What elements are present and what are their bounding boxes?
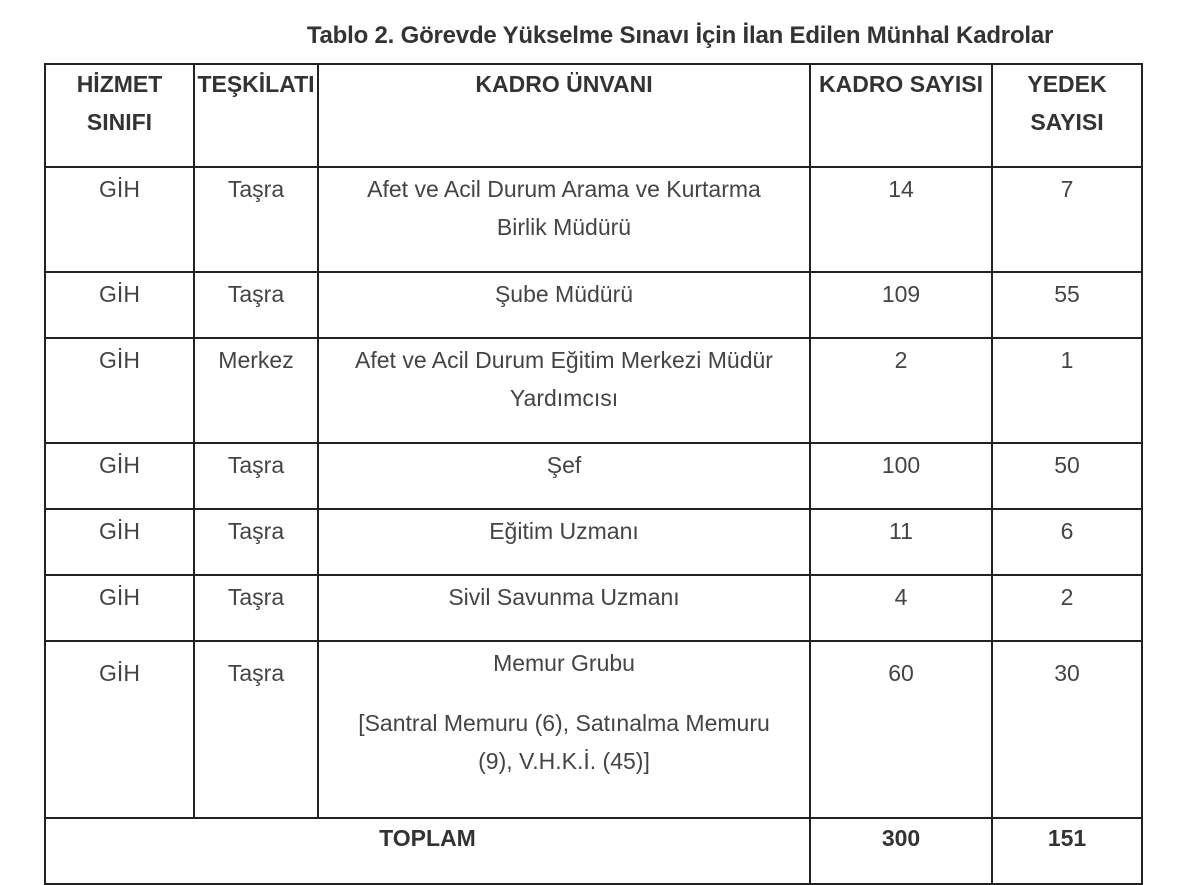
cell-teskilat: Taşra [194, 443, 318, 509]
cell-kadro-sayisi: 100 [810, 443, 992, 509]
table-row [45, 272, 1142, 338]
cell-hizmet-sinifi: GİH [45, 338, 194, 443]
cell-yedek-sayisi: 30 [992, 641, 1142, 818]
cell-kadro-unvani: Afet ve Acil Durum Eğitim Merkezi Müdür Yardımcısı [318, 338, 810, 443]
cell-yedek-sayisi: 1 [992, 338, 1142, 443]
total-label: TOPLAM [45, 818, 810, 884]
cell-teskilat: Taşra [194, 509, 318, 575]
memur-grubu-detail: [Santral Memuru (6), Satınalma Memuru (9), V.H.K.İ. (45)] [358, 710, 770, 774]
cell-hizmet-sinifi: GİH [45, 509, 194, 575]
munhal-kadrolar-table [44, 63, 1143, 885]
table-row [45, 443, 1142, 509]
cell-yedek-sayisi: 6 [992, 509, 1142, 575]
cell-kadro-unvani: Sivil Savunma Uzmanı [318, 575, 810, 641]
cell-kadro-sayisi: 2 [810, 338, 992, 443]
header-teskilati: TEŞKİLATI [194, 64, 318, 167]
total-kadro-sayisi: 300 [810, 818, 992, 884]
cell-kadro-sayisi: 14 [810, 167, 992, 272]
cell-hizmet-sinifi: GİH [45, 272, 194, 338]
cell-teskilat: Taşra [194, 641, 318, 818]
cell-kadro-unvani [318, 641, 810, 818]
cell-kadro-unvani: Eğitim Uzmanı [318, 509, 810, 575]
cell-hizmet-sinifi: GİH [45, 443, 194, 509]
cell-hizmet-sinifi: GİH [45, 575, 194, 641]
total-row [45, 818, 1142, 884]
cell-kadro-unvani: Afet ve Acil Durum Arama ve Kurtarma Birlik Müdürü [318, 167, 810, 272]
cell-hizmet-sinifi: GİH [45, 167, 194, 272]
table-row [45, 167, 1142, 272]
table-row [45, 641, 1142, 818]
table-row [45, 575, 1142, 641]
total-yedek-sayisi: 151 [992, 818, 1142, 884]
cell-kadro-sayisi: 11 [810, 509, 992, 575]
header-row [45, 64, 1142, 167]
cell-kadro-sayisi: 109 [810, 272, 992, 338]
cell-teskilat: Taşra [194, 575, 318, 641]
header-kadro-unvani: KADRO ÜNVANI [318, 64, 810, 167]
cell-yedek-sayisi: 7 [992, 167, 1142, 272]
cell-teskilat: Merkez [194, 338, 318, 443]
table-row [45, 338, 1142, 443]
cell-yedek-sayisi: 2 [992, 575, 1142, 641]
cell-teskilat: Taşra [194, 167, 318, 272]
memur-grubu-title: Memur Grubu [493, 650, 635, 676]
cell-hizmet-sinifi: GİH [45, 641, 194, 818]
table-row [45, 509, 1142, 575]
header-kadro-sayisi: KADRO SAYISI [810, 64, 992, 167]
cell-kadro-unvani: Şef [318, 443, 810, 509]
header-yedek-sayisi: YEDEK SAYISI [992, 64, 1142, 167]
cell-kadro-sayisi: 4 [810, 575, 992, 641]
table-title: Tablo 2. Görevde Yükselme Sınavı İçin İlan Edilen Münhal Kadrolar [306, 22, 1054, 49]
header-hizmet-sinifi: HİZMET SINIFI [45, 64, 194, 167]
cell-yedek-sayisi: 55 [992, 272, 1142, 338]
cell-kadro-sayisi: 60 [810, 641, 992, 818]
cell-teskilat: Taşra [194, 272, 318, 338]
cell-yedek-sayisi: 50 [992, 443, 1142, 509]
cell-kadro-unvani: Şube Müdürü [318, 272, 810, 338]
